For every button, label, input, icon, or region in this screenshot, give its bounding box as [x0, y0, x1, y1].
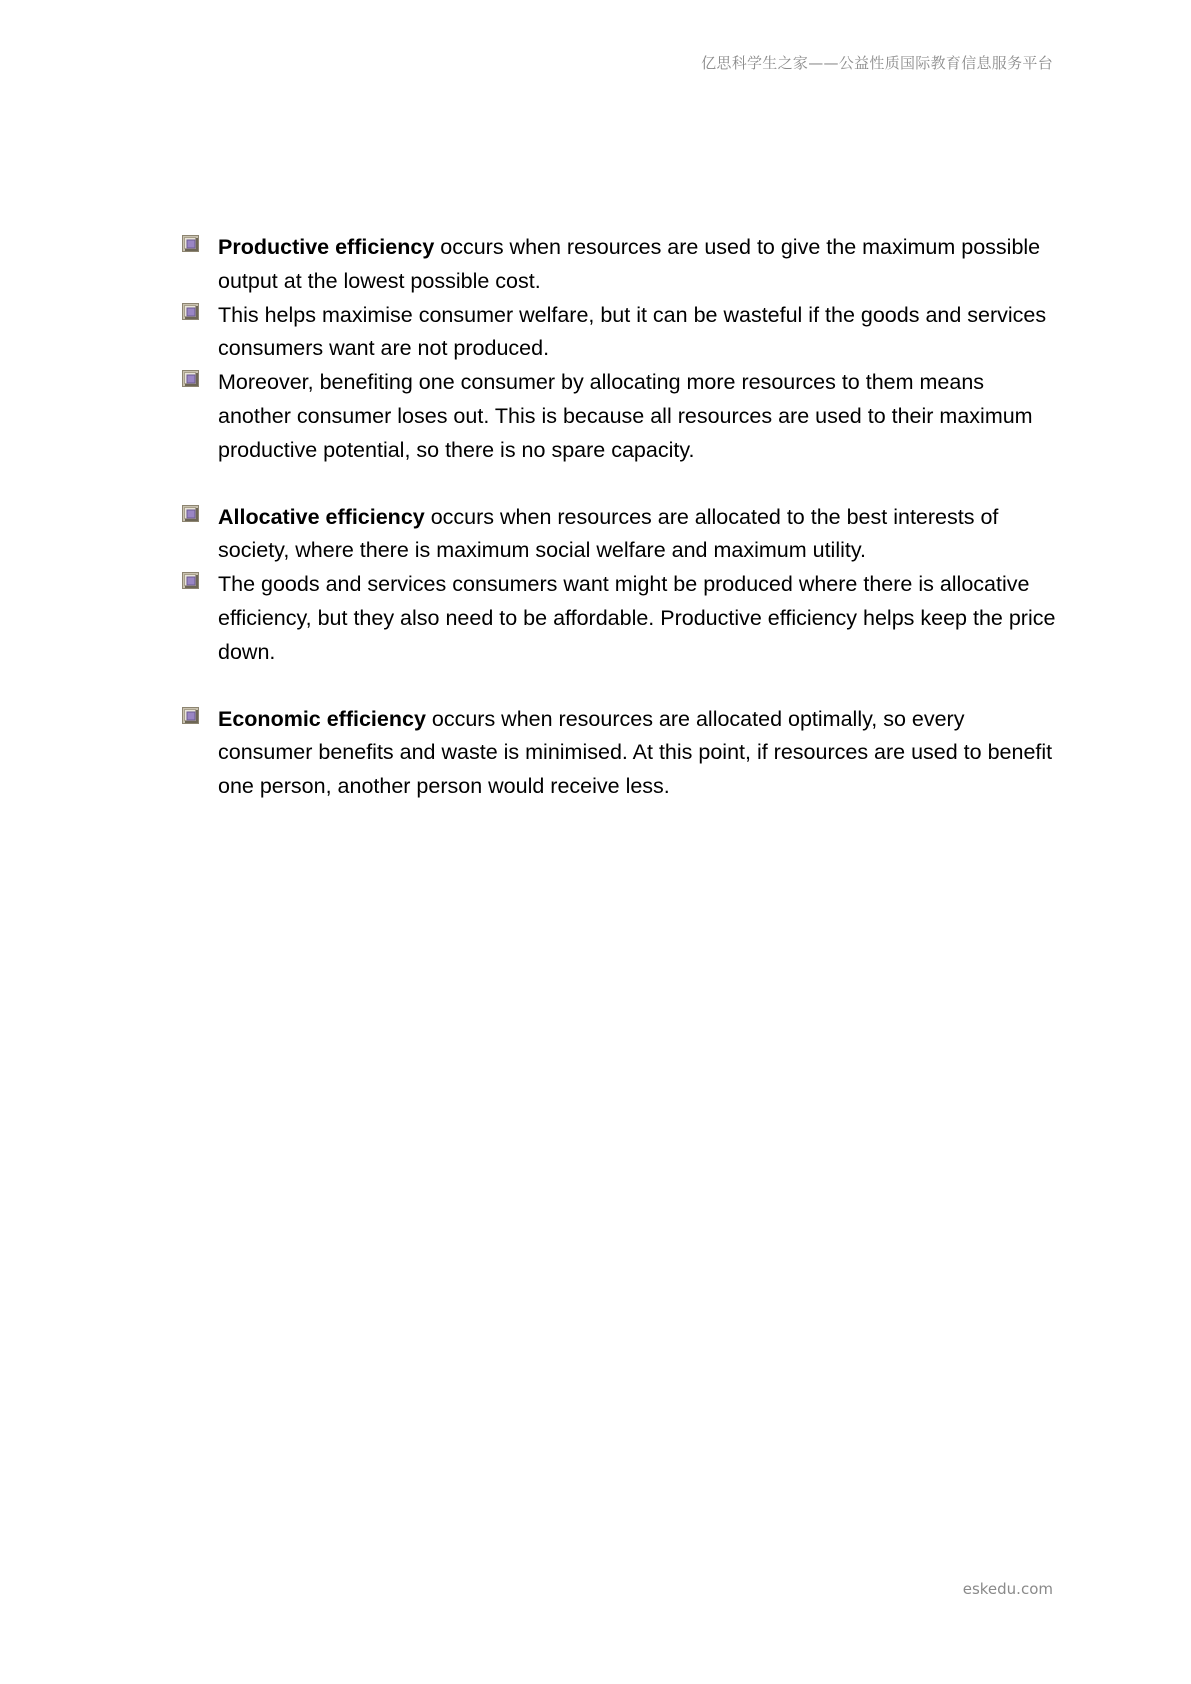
term-bold: Productive efficiency	[218, 235, 435, 259]
framed-square-bullet-icon	[182, 303, 199, 320]
item-text: This helps maximise consumer welfare, but it can be wasteful if the goods and services consumers want are not produced.	[218, 302, 1047, 361]
term-bold: Economic efficiency	[218, 706, 426, 731]
framed-square-bullet-icon	[182, 235, 199, 252]
framed-square-bullet-icon	[182, 707, 199, 724]
bullet-group-productive	[180, 231, 1060, 468]
term-bold: Allocative efficiency	[218, 504, 425, 529]
item-text: occurs when resources are allocated optimally, so every consumer benefits and waste is minimised. At this point, if resources are used to benefit one person, another person would receive less.	[218, 706, 1053, 799]
document-body	[180, 231, 1060, 837]
framed-square-bullet-icon	[182, 370, 199, 387]
framed-square-bullet-icon	[182, 505, 199, 522]
list-item	[180, 366, 1060, 467]
list-item	[180, 501, 1060, 569]
list-item	[180, 231, 1060, 299]
framed-square-bullet-icon	[182, 572, 199, 589]
list-item	[180, 703, 1060, 804]
item-text: Moreover, benefiting one consumer by allocating more resources to them means another consumer loses out. This is because all resources are used to their maximum productive potential, so there is no spare capacity.	[218, 370, 1033, 462]
item-text: occurs when resources are allocated to the best interests of society, where there is maximum social welfare and maximum utility.	[218, 504, 999, 563]
item-text: The goods and services consumers want might be produced where there is allocative efficiency, but they also need to be affordable. Productive efficiency helps keep the price down.	[218, 572, 1056, 664]
item-text: occurs when resources are used to give the maximum possible output at the lowest possible cost.	[218, 235, 1041, 293]
bullet-group-allocative	[180, 501, 1060, 670]
list-item	[180, 299, 1060, 367]
page-header: 亿思科学生之家——公益性质国际教育信息服务平台	[701, 54, 1053, 72]
bullet-group-economic	[180, 703, 1060, 804]
list-item	[180, 568, 1060, 669]
page-footer: eskedu.com	[962, 1580, 1053, 1598]
